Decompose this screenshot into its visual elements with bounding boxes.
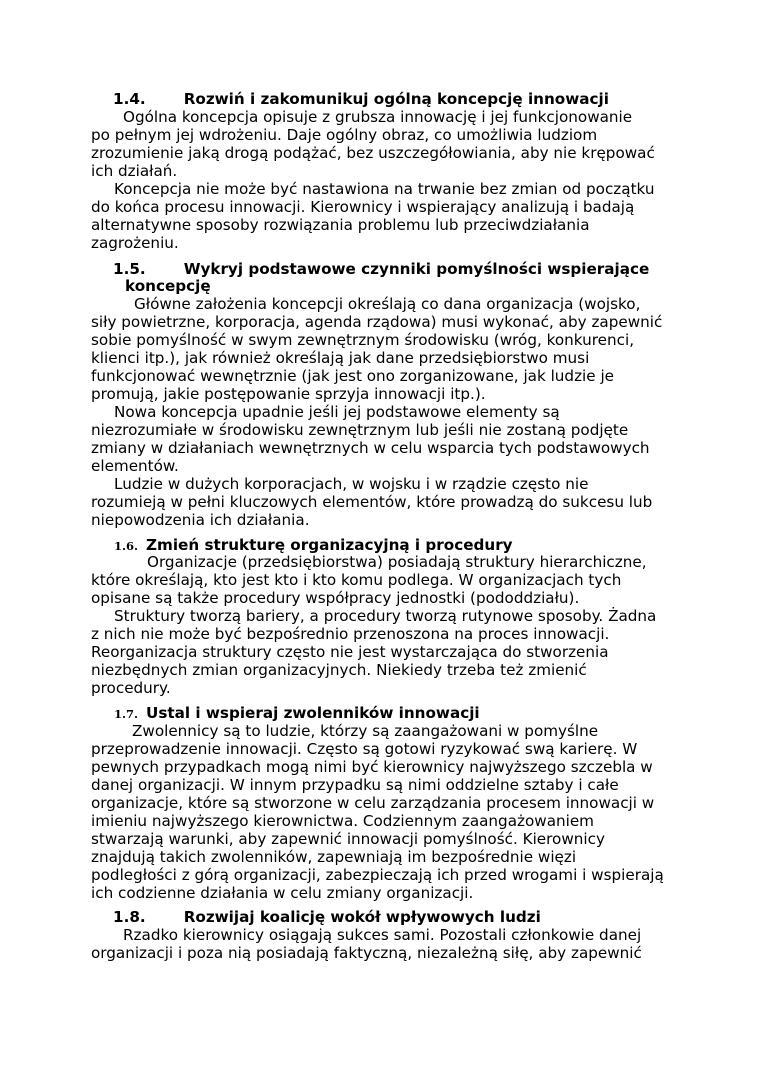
text-line: organizacje, które są stworzone w celu zarządzania procesem innowacji w	[91, 794, 655, 812]
text-line: opisane są także procedury współpracy jednostki (pododdziału).	[91, 589, 580, 607]
text-line: Organizacje (przedsiębiorstwa) posiadają struktury hierarchiczne,	[147, 553, 647, 571]
section-heading	[114, 536, 513, 554]
text-line: Struktury tworzą bariery, a procedury tworzą rutynowe sposoby. Żadna	[114, 607, 657, 625]
section-title: Rozwiń i zakomunikuj ogólną koncepcję innowacji	[183, 90, 609, 108]
section-number: 1.4.	[113, 90, 146, 108]
text-line: niezbędnych zmian organizacyjnych. Niekiedy trzeba też zmienić	[91, 661, 587, 679]
text-line: sobie pomyślność w swym zewnętrznym środowisku (wróg, konkurenci,	[91, 331, 635, 349]
section-title: Wykryj podstawowe czynniki pomyślności wspierające	[183, 260, 650, 278]
text-line: elementów.	[91, 457, 179, 475]
text-line: przeprowadzenie innowacji. Często są gotowi ryzykować swą karierę. W	[91, 740, 638, 758]
text-line: niezrozumiałe w środowisku zewnętrznym lub jeśli nie zostaną podjęte	[91, 421, 629, 439]
text-line: Ludzie w dużych korporacjach, w wojsku i w rządzie często nie	[114, 475, 589, 493]
text-line: niepowodzenia ich działania.	[91, 511, 310, 529]
text-line: zagrożeniu.	[91, 234, 179, 252]
text-line: ich codzienne działania w celu zmiany organizacji.	[91, 884, 474, 902]
section-title-line: koncepcję	[125, 277, 211, 295]
section-number: 1.8.	[113, 908, 146, 926]
text-line: Ogólna koncepcja opisuje z grubsza innowację i jej funkcjonowanie	[123, 108, 633, 126]
section-number: 1.6.	[114, 539, 139, 553]
text-line: stwarzają warunki, aby zapewnić innowacji pomyślność. Kierownicy	[91, 830, 605, 848]
text-line: z nich nie może być bezpośrednio przenoszona na proces innowacji.	[91, 625, 610, 643]
text-line: Główne założenia koncepcji określają co dana organizacja (wojsko,	[134, 295, 641, 313]
text-line: Koncepcja nie może być nastawiona na trwanie bez zmian od początku	[114, 180, 655, 198]
text-line: do końca procesu innowacji. Kierownicy i wspierający analizują i badają	[91, 198, 635, 216]
text-line: rozumieją w pełni kluczowych elementów, które prowadzą do sukcesu lub	[91, 493, 653, 511]
section-heading	[113, 90, 609, 108]
section-body	[91, 926, 681, 962]
text-line: które określają, kto jest kto i kto komu podlega. W organizacjach tych	[91, 571, 622, 589]
text-line: Zwolennicy są to ludzie, którzy są zaangażowani w pomyślne	[132, 722, 599, 740]
section-title: Ustal i wspieraj zwolenników innowacji	[146, 704, 480, 722]
section-title-continued	[125, 277, 211, 295]
text-line: zmiany w działaniach wewnętrznych w celu wsparcia tych podstawowych	[91, 439, 650, 457]
text-line: klienci itp.), jak również określają jak dane przedsiębiorstwo musi	[91, 349, 590, 367]
text-line: alternatywne sposoby rozwiązania problemu lub przeciwdziałania	[91, 216, 590, 234]
text-line: Nowa koncepcja upadnie jeśli jej podstawowe elementy są	[114, 403, 560, 421]
text-line: po pełnym jej wdrożeniu. Daje ogólny obraz, co umożliwia ludziom	[91, 126, 598, 144]
text-line: imieniu najwyższego kierownictwa. Codziennym zaangażowaniem	[91, 812, 594, 830]
section-body	[91, 553, 681, 697]
text-line: procedury.	[91, 679, 171, 697]
text-line: Rzadko kierownicy osiągają sukces sami. Pozostali członkowie danej	[123, 926, 642, 944]
text-line: pewnych przypadkach mogą nimi być kierownicy najwyższego szczebla w	[91, 758, 653, 776]
section-body	[91, 295, 681, 529]
section-number: 1.7.	[114, 707, 139, 721]
section-number: 1.5.	[113, 260, 146, 278]
section-title: Rozwijaj koalicję wokół wpływowych ludzi	[183, 908, 541, 926]
section-heading	[113, 908, 541, 926]
text-line: funkcjonować wewnętrznie (jak jest ono zorganizowane, jak ludzie je	[91, 367, 615, 385]
text-line: ich działań.	[91, 162, 178, 180]
text-line: podległości z górą organizacji, zabezpieczają ich przed wrogami i wspierają	[91, 866, 664, 884]
text-line: zrozumienie jaką drogą podążać, bez uszczegółowiania, aby nie krępować	[91, 144, 655, 162]
text-line: promują, jakie postępowanie sprzyja innowacji itp.).	[91, 385, 486, 403]
text-line: organizacji i poza nią posiadają faktyczną, niezależną siłę, aby zapewnić	[91, 944, 642, 962]
section-body	[91, 108, 681, 252]
section-heading	[113, 260, 649, 278]
text-line: danej organizacji. W innym przypadku są nimi oddzielne sztaby i całe	[91, 776, 619, 794]
text-line: znajdują takich zwolenników, zapewniają im bezpośrednie więzi	[91, 848, 577, 866]
section-body	[91, 722, 681, 902]
section-heading	[114, 704, 480, 722]
text-line: Reorganizacja struktury często nie jest wystarczająca do stworzenia	[91, 643, 609, 661]
section-title: Zmień strukturę organizacyjną i procedury	[146, 536, 513, 554]
text-line: siły powietrzne, korporacja, agenda rządowa) musi wykonać, aby zapewnić	[91, 313, 663, 331]
